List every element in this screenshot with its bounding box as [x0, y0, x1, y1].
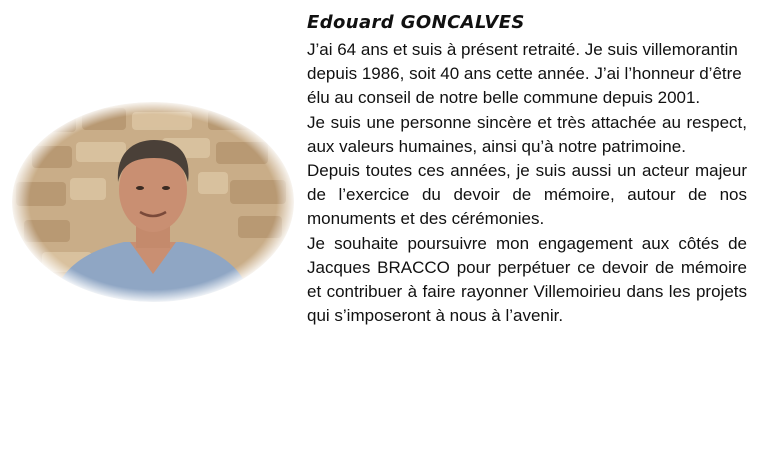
- candidate-name: Edouard GONCALVES: [307, 12, 525, 33]
- bio-paragraph-2: Je suis une personne sincère et très attachée au respect, aux valeurs humaines, ainsi qu’à notre patrimoine.: [307, 112, 747, 156]
- bio-paragraph-1: J’ai 64 ans et suis à présent retraité. Je suis villemorantin depuis 1986, soit 40 ans cette année. J’ai l’honneur d’être élu au conseil de notre belle commune depuis 2001.: [307, 40, 742, 108]
- portrait-photo: [12, 102, 294, 302]
- portrait-illustration: [12, 102, 294, 302]
- biography: [307, 10, 747, 328]
- bio-paragraph-4: Je souhaite poursuivre mon engagement aux côtés de Jacques BRACCO pour perpétuer ce devoir de mémoire et contribuer à faire rayonner Villemoirieu dans les projets qui s’imposeront à nous à l’avenir.: [307, 233, 747, 326]
- bio-paragraph-3: Depuis toutes ces années, je suis aussi un acteur majeur de l’exercice du devoir de mémoire, autour de nos monuments et des cérémonies.: [307, 161, 747, 229]
